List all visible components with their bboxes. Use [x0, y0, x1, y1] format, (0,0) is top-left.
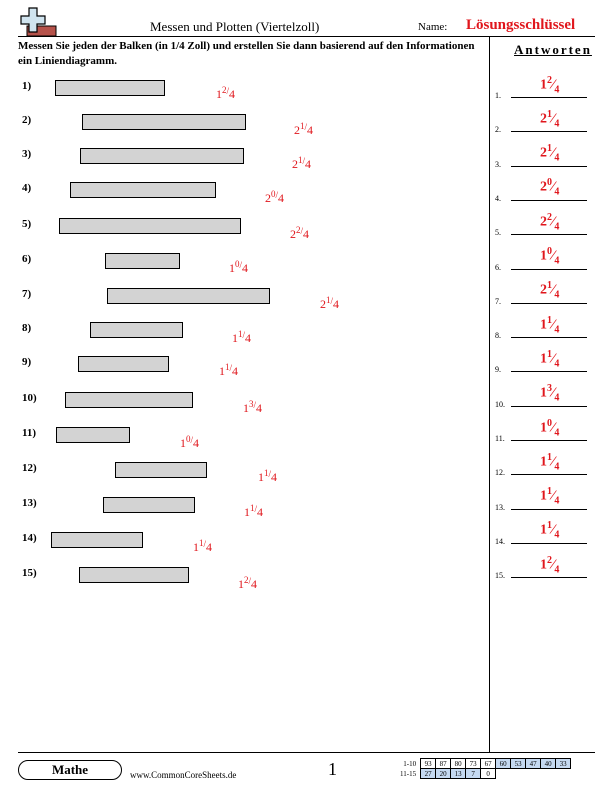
length-whole: 1 — [229, 261, 235, 275]
answer-number: 14. — [495, 536, 505, 546]
answer-value — [540, 486, 559, 506]
answer-key-label: Lösungsschlüssel — [466, 17, 576, 33]
length-numerator: 1 — [250, 503, 255, 513]
answer-value — [540, 520, 559, 540]
measured-length — [229, 259, 248, 276]
answer-line — [511, 234, 587, 235]
answer-number: 8. — [495, 331, 501, 341]
answer-line — [511, 303, 587, 304]
answer-line — [511, 440, 587, 441]
answer-numerator: 3 — [547, 383, 552, 395]
fraction-slash: / — [254, 504, 258, 514]
header-rule — [18, 36, 595, 37]
answer-line — [511, 97, 587, 98]
answer-row — [495, 274, 595, 308]
measure-bar — [80, 148, 244, 164]
length-numerator: 1 — [199, 538, 204, 548]
worksheet-title: Messen und Plotten (Viertelzoll) — [150, 19, 320, 34]
fraction-slash: / — [239, 260, 243, 270]
length-denominator: 4 — [206, 540, 213, 554]
score-cell: 33 — [556, 759, 571, 769]
answer-value — [540, 246, 559, 266]
answer-denominator: 4 — [554, 461, 560, 473]
problem-number: 8) — [22, 322, 32, 334]
length-whole: 1 — [244, 505, 250, 519]
problem-number: 3) — [22, 148, 32, 160]
length-denominator: 4 — [307, 123, 314, 137]
answer-line — [511, 577, 587, 578]
measured-length — [265, 189, 284, 206]
answer-denominator: 4 — [554, 564, 560, 576]
answer-row — [495, 480, 595, 514]
length-whole: 2 — [320, 297, 326, 311]
measured-length — [232, 329, 251, 346]
length-whole: 1 — [193, 540, 199, 554]
fraction-slash: ⁄ — [552, 77, 555, 93]
answer-line — [511, 337, 587, 338]
instructions: Messen Sie jeden der Balken (in 1/4 Zoll) und erstellen Sie dann basierend auf den Informationen ein Liniendiagramm. — [18, 40, 475, 67]
measure-bar — [103, 497, 195, 513]
answer-whole: 1 — [540, 454, 547, 470]
fraction-slash: ⁄ — [552, 385, 555, 401]
score-cell: 13 — [451, 769, 466, 779]
length-numerator: 0 — [271, 189, 276, 199]
answer-denominator: 4 — [554, 255, 560, 267]
length-numerator: 1 — [225, 362, 230, 372]
fraction-slash: ⁄ — [552, 180, 555, 196]
answer-denominator: 4 — [554, 221, 560, 233]
score-cell: 40 — [541, 759, 556, 769]
measure-bar — [82, 114, 246, 130]
answer-denominator: 4 — [554, 186, 560, 198]
problem-number: 6) — [22, 253, 32, 265]
problem-number: 10) — [22, 392, 37, 404]
fraction-slash: ⁄ — [552, 420, 555, 436]
fraction-slash: / — [226, 86, 230, 96]
fraction-slash: ⁄ — [552, 488, 555, 504]
length-numerator: 0 — [235, 259, 240, 269]
length-numerator: 1 — [298, 155, 303, 165]
answer-row — [495, 68, 595, 102]
length-whole: 2 — [290, 227, 296, 241]
fraction-slash: ⁄ — [552, 214, 555, 230]
fraction-slash: / — [229, 363, 233, 373]
answer-number: 1. — [495, 91, 501, 100]
length-denominator: 4 — [251, 577, 258, 591]
answer-row — [495, 137, 595, 171]
score-cell: 73 — [466, 759, 481, 769]
length-whole: 1 — [258, 470, 264, 484]
score-cell: 20 — [436, 769, 451, 779]
answer-number: 3. — [495, 159, 501, 169]
length-numerator: 1 — [326, 295, 331, 305]
answer-whole: 1 — [540, 317, 547, 333]
score-cell: 87 — [436, 759, 451, 769]
fraction-slash: ⁄ — [552, 111, 555, 127]
score-cell: 93 — [421, 759, 436, 769]
answer-value — [540, 212, 559, 232]
answer-number: 2. — [495, 125, 501, 135]
answer-whole: 1 — [540, 523, 547, 539]
answer-denominator: 4 — [554, 427, 560, 438]
fraction-slash: / — [203, 539, 207, 549]
length-numerator: 0 — [186, 434, 191, 444]
problem-number: 5) — [22, 218, 32, 230]
answer-value — [540, 383, 559, 403]
answer-numerator: 1 — [547, 143, 552, 155]
length-whole: 1 — [232, 331, 238, 345]
length-numerator: 2 — [222, 85, 227, 95]
answer-value — [540, 452, 559, 472]
name-label: Name: — [418, 21, 448, 33]
score-table — [398, 758, 571, 779]
length-denominator: 4 — [333, 297, 340, 311]
length-denominator: 4 — [271, 470, 278, 484]
measure-bar — [55, 80, 165, 96]
answer-denominator: 4 — [554, 392, 560, 404]
problem-number: 9) — [22, 356, 32, 368]
answer-number: 9. — [495, 365, 501, 375]
fraction-slash: ⁄ — [552, 248, 555, 264]
length-numerator: 2 — [244, 575, 249, 585]
fraction-slash: / — [300, 226, 304, 236]
answer-denominator: 4 — [554, 289, 560, 301]
answer-whole: 2 — [540, 214, 547, 230]
subject-badge: Mathe — [18, 760, 122, 780]
length-numerator: 3 — [249, 399, 254, 409]
measured-length — [290, 225, 309, 242]
answer-number: 15. — [495, 571, 505, 581]
answer-numerator: 1 — [547, 108, 552, 120]
problem-number: 14) — [22, 532, 37, 544]
score-cell: 53 — [511, 759, 526, 769]
answer-whole: 1 — [540, 557, 547, 573]
problem-number: 15) — [22, 567, 37, 579]
answer-whole: 2 — [540, 283, 547, 298]
measured-length — [216, 85, 235, 102]
fraction-slash: ⁄ — [552, 351, 555, 367]
answer-column-divider — [489, 36, 490, 752]
answer-numerator: 2 — [547, 211, 552, 223]
answer-line — [511, 406, 587, 407]
fraction-slash: / — [253, 400, 257, 410]
answer-row — [495, 548, 595, 582]
problem-number: 4) — [22, 182, 32, 194]
measure-bar — [90, 322, 183, 338]
measured-length — [180, 434, 199, 451]
answer-row — [495, 411, 595, 445]
answer-whole: 1 — [540, 420, 547, 436]
problem-number: 11) — [22, 427, 37, 439]
score-row-label: 11-15 — [400, 769, 417, 778]
measured-length — [219, 362, 238, 379]
measure-bar — [59, 218, 241, 234]
length-whole: 2 — [292, 157, 298, 171]
answer-row — [495, 342, 595, 376]
answer-numerator: 0 — [547, 177, 552, 189]
answer-value — [540, 109, 559, 129]
length-whole: 2 — [265, 191, 271, 205]
answer-numerator: 1 — [547, 280, 552, 292]
footer-rule — [18, 752, 595, 753]
length-whole: 1 — [180, 436, 186, 450]
problem-number: 13) — [22, 497, 37, 509]
answer-value — [540, 418, 559, 438]
answer-whole: 1 — [540, 488, 547, 504]
answer-value — [540, 349, 559, 369]
answer-number: 5. — [495, 228, 501, 238]
length-denominator: 4 — [245, 331, 252, 345]
answer-value — [540, 315, 559, 335]
score-row-label: 1-10 — [403, 759, 417, 768]
answer-denominator: 4 — [554, 118, 560, 130]
measure-bar — [78, 356, 169, 372]
answers-heading: Antworten — [514, 42, 592, 57]
measured-length — [258, 468, 277, 485]
score-cell: 7 — [466, 769, 481, 779]
measure-bar — [107, 288, 270, 304]
answer-row — [495, 377, 595, 411]
measured-length — [244, 503, 263, 520]
length-whole: 1 — [243, 401, 249, 415]
answer-whole: 1 — [540, 385, 547, 401]
answer-number: 7. — [495, 296, 501, 306]
answer-line — [511, 269, 587, 270]
answer-row — [495, 514, 595, 548]
measure-bar — [65, 392, 193, 408]
answer-value — [540, 75, 559, 95]
fraction-slash: / — [248, 576, 252, 586]
answer-number: 10. — [495, 399, 505, 409]
answer-denominator: 4 — [554, 84, 560, 95]
answer-numerator: 0 — [547, 417, 552, 429]
answer-row — [495, 205, 595, 239]
length-whole: 2 — [294, 123, 300, 137]
answer-denominator: 4 — [554, 152, 560, 164]
score-cell: 67 — [481, 759, 496, 769]
answer-denominator: 4 — [554, 495, 560, 507]
answer-number: 12. — [495, 468, 505, 478]
measured-length — [193, 538, 212, 555]
measured-length — [238, 575, 257, 592]
answer-number: 6. — [495, 262, 501, 272]
answer-line — [511, 200, 587, 201]
answer-whole: 1 — [540, 248, 547, 264]
answer-whole: 2 — [540, 111, 547, 127]
fraction-slash: / — [190, 435, 194, 445]
measure-bar — [70, 182, 216, 198]
answer-row — [495, 445, 595, 479]
measured-length — [320, 295, 339, 312]
answer-line — [511, 474, 587, 475]
answer-whole: 1 — [540, 77, 547, 93]
length-numerator: 1 — [238, 329, 243, 339]
answer-number: 11. — [495, 434, 505, 443]
answer-numerator: 1 — [547, 520, 552, 532]
answer-value — [540, 280, 559, 300]
fraction-slash: / — [302, 156, 306, 166]
answer-line — [511, 371, 587, 372]
answer-numerator: 1 — [547, 348, 552, 360]
length-whole: 1 — [238, 577, 244, 591]
answer-number: 4. — [495, 193, 501, 203]
answer-whole: 1 — [540, 351, 547, 367]
length-numerator: 1 — [264, 468, 269, 478]
fraction-slash: ⁄ — [552, 454, 555, 470]
score-cell: 0 — [481, 769, 496, 779]
length-denominator: 4 — [303, 227, 310, 241]
length-numerator: 1 — [300, 121, 305, 131]
answer-numerator: 0 — [547, 246, 552, 258]
answer-numerator: 1 — [547, 451, 552, 463]
length-denominator: 4 — [232, 364, 239, 378]
problem-number: 12) — [22, 462, 37, 474]
length-denominator: 4 — [242, 261, 249, 275]
problem-number: 1) — [22, 80, 32, 92]
answer-row — [495, 102, 595, 136]
measure-bar — [105, 253, 180, 269]
score-cell: 80 — [451, 759, 466, 769]
length-whole: 1 — [216, 87, 222, 101]
problem-number: 7) — [22, 288, 32, 300]
length-whole: 1 — [219, 364, 225, 378]
fraction-slash: ⁄ — [552, 145, 555, 161]
fraction-slash: / — [304, 122, 308, 132]
measured-length — [294, 121, 313, 138]
fraction-slash: ⁄ — [552, 557, 555, 573]
logo-plus-icon — [18, 6, 58, 38]
score-cell: 60 — [496, 759, 511, 769]
answer-numerator: 1 — [547, 314, 552, 326]
page-number: 1 — [328, 759, 337, 779]
answer-numerator: 2 — [547, 74, 552, 86]
answer-whole: 2 — [540, 180, 547, 196]
score-cell: 27 — [421, 769, 436, 779]
answer-line — [511, 131, 587, 132]
answer-denominator: 4 — [554, 529, 560, 541]
measure-bar — [79, 567, 189, 583]
length-denominator: 4 — [256, 401, 263, 415]
answer-denominator: 4 — [554, 324, 560, 336]
length-denominator: 4 — [257, 505, 264, 519]
answer-line — [511, 166, 587, 167]
answer-numerator: 1 — [547, 486, 552, 498]
fraction-slash: / — [242, 330, 246, 340]
answer-line — [511, 543, 587, 544]
answer-value — [540, 177, 559, 197]
answer-row — [495, 171, 595, 205]
answer-denominator: 4 — [554, 358, 560, 370]
answer-row — [495, 240, 595, 274]
measure-bar — [56, 427, 130, 443]
answer-whole: 2 — [540, 145, 547, 161]
length-denominator: 4 — [278, 191, 285, 205]
fraction-slash: / — [330, 296, 334, 306]
length-denominator: 4 — [305, 157, 312, 171]
measure-bar — [115, 462, 207, 478]
site-url: www.CommonCoreSheets.de — [130, 770, 237, 780]
answer-numerator: 2 — [547, 554, 552, 566]
fraction-slash: ⁄ — [552, 523, 555, 539]
measured-length — [243, 399, 262, 416]
score-cell: 47 — [526, 759, 541, 769]
answer-number: 13. — [495, 502, 505, 512]
measured-length — [292, 155, 311, 172]
answer-line — [511, 509, 587, 510]
answer-value — [540, 555, 559, 575]
measure-bar — [51, 532, 143, 548]
problem-number: 2) — [22, 114, 32, 126]
answer-row — [495, 308, 595, 342]
length-denominator: 4 — [229, 87, 236, 101]
fraction-slash: / — [268, 469, 272, 479]
length-denominator: 4 — [193, 436, 200, 450]
length-numerator: 2 — [296, 225, 301, 235]
fraction-slash: / — [275, 190, 279, 200]
answer-value — [540, 143, 559, 163]
fraction-slash: ⁄ — [552, 317, 555, 333]
fraction-slash: ⁄ — [552, 283, 555, 298]
